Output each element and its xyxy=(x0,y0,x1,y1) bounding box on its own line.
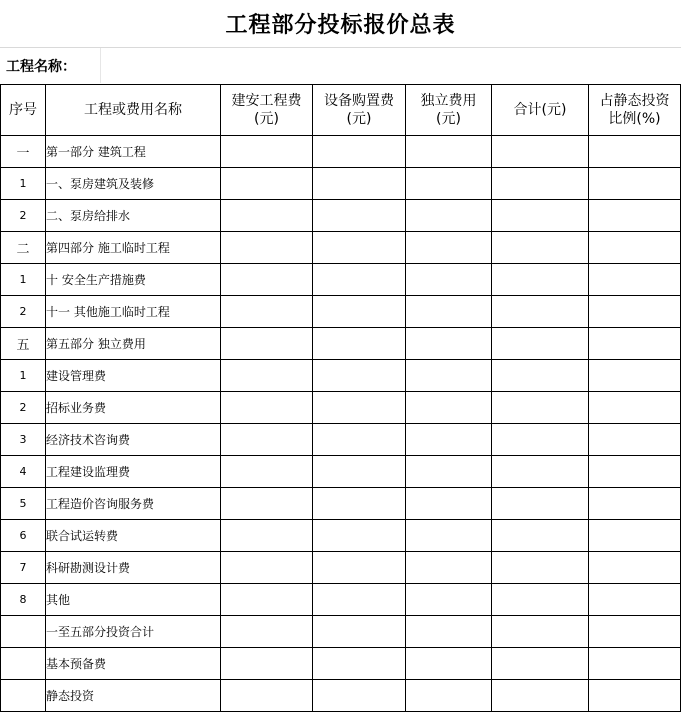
independent-cost-cell[interactable] xyxy=(406,296,492,328)
equipment-cost-cell[interactable] xyxy=(313,328,406,360)
row-name-cell[interactable]: 第四部分 施工临时工程 xyxy=(46,232,221,264)
equipment-cost-cell[interactable] xyxy=(313,392,406,424)
total-cell[interactable] xyxy=(492,648,589,680)
equipment-cost-cell[interactable] xyxy=(313,296,406,328)
row-name-cell[interactable]: 其他 xyxy=(46,584,221,616)
equipment-cost-cell[interactable] xyxy=(313,360,406,392)
ratio-cell[interactable] xyxy=(589,136,681,168)
row-name-cell[interactable]: 静态投资 xyxy=(46,680,221,712)
row-seq-cell[interactable]: 五 xyxy=(1,328,46,360)
table-row xyxy=(1,648,681,680)
row-name-cell[interactable]: 二、泵房给排水 xyxy=(46,200,221,232)
header-seq[interactable]: 序号 xyxy=(1,85,46,136)
independent-cost-cell[interactable] xyxy=(406,200,492,232)
total-cell[interactable] xyxy=(492,360,589,392)
header-total[interactable]: 合计(元) xyxy=(492,85,589,136)
header-ratio[interactable]: 占静态投资 比例(%) xyxy=(589,85,681,136)
construction-cost-cell[interactable] xyxy=(221,552,313,584)
total-cell[interactable] xyxy=(492,232,589,264)
equipment-cost-cell[interactable] xyxy=(313,136,406,168)
independent-cost-cell[interactable] xyxy=(406,520,492,552)
total-cell[interactable] xyxy=(492,392,589,424)
table-row xyxy=(1,296,681,328)
independent-cost-cell[interactable] xyxy=(406,584,492,616)
quote-table xyxy=(0,84,681,712)
row-name-cell[interactable]: 一、泵房建筑及装修 xyxy=(46,168,221,200)
row-name-cell[interactable]: 工程造价咨询服务费 xyxy=(46,488,221,520)
total-cell[interactable] xyxy=(492,488,589,520)
row-seq-cell[interactable]: 1 xyxy=(1,360,46,392)
independent-cost-cell[interactable] xyxy=(406,456,492,488)
header-row xyxy=(1,85,681,136)
total-cell[interactable] xyxy=(492,200,589,232)
total-cell[interactable] xyxy=(492,424,589,456)
ratio-cell[interactable] xyxy=(589,520,681,552)
equipment-cost-cell[interactable] xyxy=(313,456,406,488)
row-seq-cell[interactable] xyxy=(1,680,46,712)
page-title: 工程部分投标报价总表 xyxy=(225,13,456,38)
ratio-cell[interactable] xyxy=(589,680,681,712)
row-name-cell[interactable]: 十 安全生产措施费 xyxy=(46,264,221,296)
row-seq-cell[interactable]: 6 xyxy=(1,520,46,552)
ratio-cell[interactable] xyxy=(589,424,681,456)
total-cell[interactable] xyxy=(492,680,589,712)
equipment-cost-cell[interactable] xyxy=(313,552,406,584)
equipment-cost-cell[interactable] xyxy=(313,424,406,456)
row-seq-cell[interactable] xyxy=(1,616,46,648)
independent-cost-cell[interactable] xyxy=(406,392,492,424)
construction-cost-cell[interactable] xyxy=(221,392,313,424)
row-seq-cell[interactable]: 4 xyxy=(1,456,46,488)
row-seq-cell[interactable]: 1 xyxy=(1,264,46,296)
total-cell[interactable] xyxy=(492,552,589,584)
project-name-label: 工程名称： xyxy=(6,58,76,75)
table-row xyxy=(1,392,681,424)
header-item-name[interactable]: 工程或费用名称 xyxy=(46,85,221,136)
equipment-cost-cell[interactable] xyxy=(313,616,406,648)
ratio-cell[interactable] xyxy=(589,296,681,328)
ratio-cell[interactable] xyxy=(589,456,681,488)
independent-cost-cell[interactable] xyxy=(406,136,492,168)
table-row xyxy=(1,168,681,200)
row-name-cell[interactable]: 联合试运转费 xyxy=(46,520,221,552)
row-seq-cell[interactable]: 8 xyxy=(1,584,46,616)
construction-cost-cell[interactable] xyxy=(221,264,313,296)
ratio-cell[interactable] xyxy=(589,488,681,520)
equipment-cost-cell[interactable] xyxy=(313,520,406,552)
title-row xyxy=(0,0,681,48)
equipment-cost-cell[interactable] xyxy=(313,264,406,296)
row-seq-cell[interactable]: 2 xyxy=(1,392,46,424)
equipment-cost-cell[interactable] xyxy=(313,680,406,712)
ratio-cell[interactable] xyxy=(589,264,681,296)
row-name-cell[interactable]: 一至五部分投资合计 xyxy=(46,616,221,648)
row-seq-cell[interactable]: 一 xyxy=(1,136,46,168)
ratio-cell[interactable] xyxy=(589,584,681,616)
independent-cost-cell[interactable] xyxy=(406,648,492,680)
table-row xyxy=(1,328,681,360)
independent-cost-cell[interactable] xyxy=(406,424,492,456)
ratio-cell[interactable] xyxy=(589,232,681,264)
equipment-cost-cell[interactable] xyxy=(313,168,406,200)
construction-cost-cell[interactable] xyxy=(221,296,313,328)
table-row xyxy=(1,584,681,616)
project-name-cell[interactable] xyxy=(100,48,681,83)
independent-cost-cell[interactable] xyxy=(406,616,492,648)
table-row xyxy=(1,136,681,168)
row-name-cell[interactable]: 第五部分 独立费用 xyxy=(46,328,221,360)
table-row xyxy=(1,360,681,392)
equipment-cost-cell[interactable] xyxy=(313,488,406,520)
independent-cost-cell[interactable] xyxy=(406,168,492,200)
row-name-cell[interactable]: 经济技术咨询费 xyxy=(46,424,221,456)
construction-cost-cell[interactable] xyxy=(221,136,313,168)
table-row xyxy=(1,552,681,584)
ratio-cell[interactable] xyxy=(589,168,681,200)
header-independent-cost[interactable]: 独立费用 (元) xyxy=(406,85,492,136)
construction-cost-cell[interactable] xyxy=(221,616,313,648)
row-seq-cell[interactable]: 1 xyxy=(1,168,46,200)
ratio-cell[interactable] xyxy=(589,616,681,648)
table-row xyxy=(1,232,681,264)
total-cell[interactable] xyxy=(492,584,589,616)
row-name-cell[interactable]: 工程建设监理费 xyxy=(46,456,221,488)
independent-cost-cell[interactable] xyxy=(406,360,492,392)
table-row xyxy=(1,616,681,648)
table-row xyxy=(1,424,681,456)
row-name-cell[interactable]: 建设管理费 xyxy=(46,360,221,392)
total-cell[interactable] xyxy=(492,520,589,552)
total-cell[interactable] xyxy=(492,328,589,360)
row-seq-cell[interactable]: 二 xyxy=(1,232,46,264)
header-construction-cost[interactable]: 建安工程费 (元) xyxy=(221,85,313,136)
ratio-cell[interactable] xyxy=(589,200,681,232)
total-cell[interactable] xyxy=(492,296,589,328)
table-row xyxy=(1,680,681,712)
construction-cost-cell[interactable] xyxy=(221,520,313,552)
row-seq-cell[interactable]: 2 xyxy=(1,200,46,232)
independent-cost-cell[interactable] xyxy=(406,680,492,712)
independent-cost-cell[interactable] xyxy=(406,264,492,296)
header-equipment-cost[interactable]: 设备购置费 (元) xyxy=(313,85,406,136)
total-cell[interactable] xyxy=(492,264,589,296)
construction-cost-cell[interactable] xyxy=(221,456,313,488)
ratio-cell[interactable] xyxy=(589,328,681,360)
ratio-cell[interactable] xyxy=(589,360,681,392)
independent-cost-cell[interactable] xyxy=(406,232,492,264)
total-cell[interactable] xyxy=(492,168,589,200)
row-seq-cell[interactable] xyxy=(1,648,46,680)
ratio-cell[interactable] xyxy=(589,392,681,424)
equipment-cost-cell[interactable] xyxy=(313,584,406,616)
row-seq-cell[interactable]: 3 xyxy=(1,424,46,456)
construction-cost-cell[interactable] xyxy=(221,328,313,360)
construction-cost-cell[interactable] xyxy=(221,360,313,392)
table-row xyxy=(1,520,681,552)
total-cell[interactable] xyxy=(492,616,589,648)
project-name-row xyxy=(0,48,681,83)
construction-cost-cell[interactable] xyxy=(221,200,313,232)
ratio-cell[interactable] xyxy=(589,648,681,680)
table-body xyxy=(1,136,681,712)
independent-cost-cell[interactable] xyxy=(406,552,492,584)
construction-cost-cell[interactable] xyxy=(221,648,313,680)
row-name-cell[interactable]: 第一部分 建筑工程 xyxy=(46,136,221,168)
equipment-cost-cell[interactable] xyxy=(313,648,406,680)
table-row xyxy=(1,456,681,488)
construction-cost-cell[interactable] xyxy=(221,488,313,520)
row-seq-cell[interactable]: 7 xyxy=(1,552,46,584)
table-row xyxy=(1,488,681,520)
total-cell[interactable] xyxy=(492,456,589,488)
table-row xyxy=(1,200,681,232)
independent-cost-cell[interactable] xyxy=(406,328,492,360)
row-name-cell[interactable]: 招标业务费 xyxy=(46,392,221,424)
row-name-cell[interactable]: 十一 其他施工临时工程 xyxy=(46,296,221,328)
construction-cost-cell[interactable] xyxy=(221,424,313,456)
ratio-cell[interactable] xyxy=(589,552,681,584)
row-name-cell[interactable]: 基本预备费 xyxy=(46,648,221,680)
row-seq-cell[interactable]: 2 xyxy=(1,296,46,328)
row-name-cell[interactable]: 科研勘测设计费 xyxy=(46,552,221,584)
equipment-cost-cell[interactable] xyxy=(313,200,406,232)
total-cell[interactable] xyxy=(492,136,589,168)
row-seq-cell[interactable]: 5 xyxy=(1,488,46,520)
table-row xyxy=(1,264,681,296)
construction-cost-cell[interactable] xyxy=(221,680,313,712)
equipment-cost-cell[interactable] xyxy=(313,232,406,264)
independent-cost-cell[interactable] xyxy=(406,488,492,520)
construction-cost-cell[interactable] xyxy=(221,168,313,200)
construction-cost-cell[interactable] xyxy=(221,232,313,264)
construction-cost-cell[interactable] xyxy=(221,584,313,616)
